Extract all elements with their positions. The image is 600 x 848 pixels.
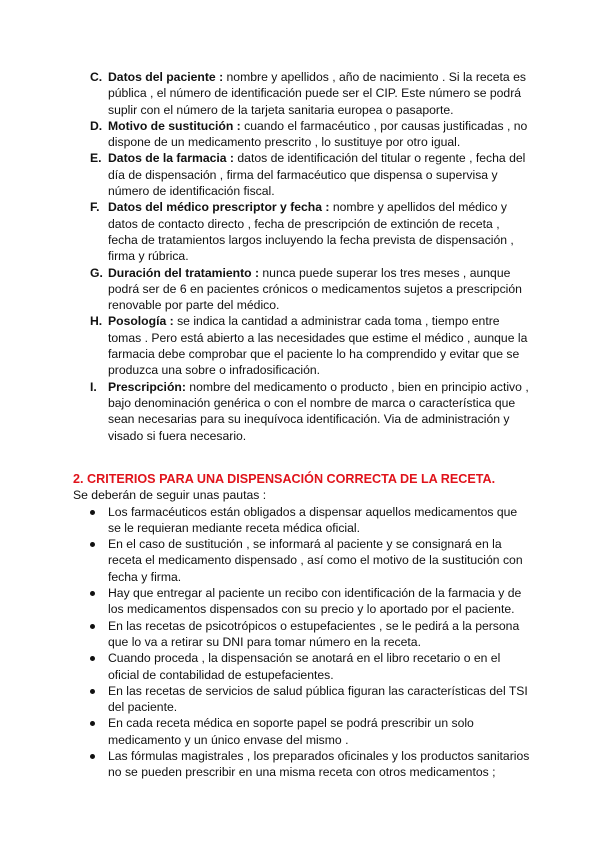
list-marker: I. — [90, 379, 97, 394]
list-text: nombre y apellidos del médico y datos de contacto directo , fecha de prescripción de extinción de receta , fecha de tratamientos largos incluyendo la fecha prevista de dispensación , firma y rúbrica. — [108, 200, 514, 264]
list-text: se indica la cantidad a administrar cada toma , tiempo entre tomas . Pero está abierto a las necesidades que estime el médico , aunque la farmacia debe comprobar que el paciente lo ha comprendido y evitar que se produzca una sobre o infradosificación. — [108, 314, 528, 378]
list-text: nunca puede superar los tres meses , aunque podrá ser de 6 en pacientes crónicos o medicamentos sujetos a prescripción renovable por parte del médico. — [108, 265, 522, 313]
list-item-g — [0, 265, 600, 314]
bullet-dot-icon — [90, 721, 95, 726]
list-item-d — [0, 118, 600, 151]
bullet-dot-icon — [90, 754, 95, 759]
list-marker: D. — [90, 118, 103, 133]
lettered-list — [0, 69, 600, 444]
section-2 — [73, 471, 533, 781]
list-term: Prescripción: — [108, 379, 186, 394]
list-marker: F. — [90, 200, 100, 215]
bullet-text: En las recetas de servicios de salud pública figuran las características del TSI del paciente. — [108, 683, 528, 715]
list-term: Motivo de sustitución : — [108, 118, 241, 133]
bullet-item — [73, 504, 533, 537]
bullet-item — [73, 618, 533, 651]
list-marker: H. — [90, 314, 103, 329]
bullet-dot-icon — [90, 591, 95, 596]
list-term: Datos de la farmacia : — [108, 151, 234, 166]
section-heading: 2. CRITERIOS PARA UNA DISPENSACIÓN CORRECTA DE LA RECETA. — [73, 472, 496, 486]
bullet-item — [73, 650, 533, 683]
list-marker: G. — [90, 265, 103, 280]
list-term: Datos del paciente : — [108, 70, 224, 84]
bullet-item — [73, 536, 533, 585]
bullet-dot-icon — [90, 624, 95, 629]
list-text: nombre y apellidos , año de nacimiento . Si la receta es pública , el número de identificación puede ser el CIP. Este número se podrá suplir con el número de la tarjeta sanitaria europea o pasaporte. — [108, 70, 526, 117]
list-item-h — [0, 313, 600, 378]
list-marker: C. — [90, 70, 103, 84]
list-term: Duración del tratamiento : — [108, 265, 260, 280]
bullet-text: Cuando proceda , la dispensación se anotará en el libro recetario o en el oficial de contabilidad de estupefacientes. — [108, 651, 501, 682]
bullet-dot-icon — [90, 510, 95, 515]
bullet-dot-icon — [90, 542, 95, 547]
bullet-list — [73, 504, 533, 781]
list-text: cuando el farmacéutico , por causas justificadas , no dispone de un medicamento prescrito , lo sustituye por otro igual. — [108, 118, 528, 150]
list-item-e — [0, 150, 600, 199]
bullet-text: Las fórmulas magistrales , los preparados oficinales y los productos sanitarios no se pueden prescribir en una misma receta con otros medicamentos ; — [108, 749, 530, 780]
list-item-c — [0, 69, 600, 118]
list-item-i — [0, 379, 600, 444]
list-term: Posología : — [108, 314, 174, 329]
bullet-item — [73, 748, 533, 781]
list-marker: E. — [90, 151, 102, 166]
bullet-text: En cada receta médica en soporte papel se podrá prescribir un solo medicamento y un único envase del mismo . — [108, 716, 474, 747]
bullet-dot-icon — [90, 689, 95, 694]
bullet-text: Los farmacéuticos están obligados a dispensar aquellos medicamentos que se le requieran mediante receta médica oficial. — [108, 504, 518, 535]
list-item-f — [0, 199, 600, 264]
list-term: Datos del médico prescriptor y fecha : — [108, 200, 330, 215]
bullet-dot-icon — [90, 656, 95, 661]
bullet-item — [73, 585, 533, 618]
list-text: nombre del medicamento o producto , bien en principio activo , bajo denominación genérica o con el nombre de marca o característica que sean necesarias para su inequívoca identificación. Via de administración y visado si fuera necesario. — [108, 379, 529, 443]
bullet-item — [73, 715, 533, 748]
bullet-text: En el caso de sustitución , se informará al paciente y se consignará en la receta el medicamento dispensado , así como el motivo de la sustitución con fecha y firma. — [108, 537, 523, 584]
bullet-text: Hay que entregar al paciente un recibo con identificación de la farmacia y de los medicamentos dispensados con su precio y lo aportado por el paciente. — [108, 586, 522, 617]
bullet-item — [73, 683, 533, 716]
section-intro: Se deberán de seguir unas pautas : — [73, 488, 267, 503]
list-text: datos de identificación del titular o regente , fecha del día de dispensación , firma del farmacéutico que dispensa o supervisa y número de identificación fiscal. — [108, 151, 526, 199]
bullet-text: En las recetas de psicotrópicos o estupefacientes , se le pedirá a la persona que lo va a retirar su DNI para tomar número en la receta. — [108, 618, 520, 649]
